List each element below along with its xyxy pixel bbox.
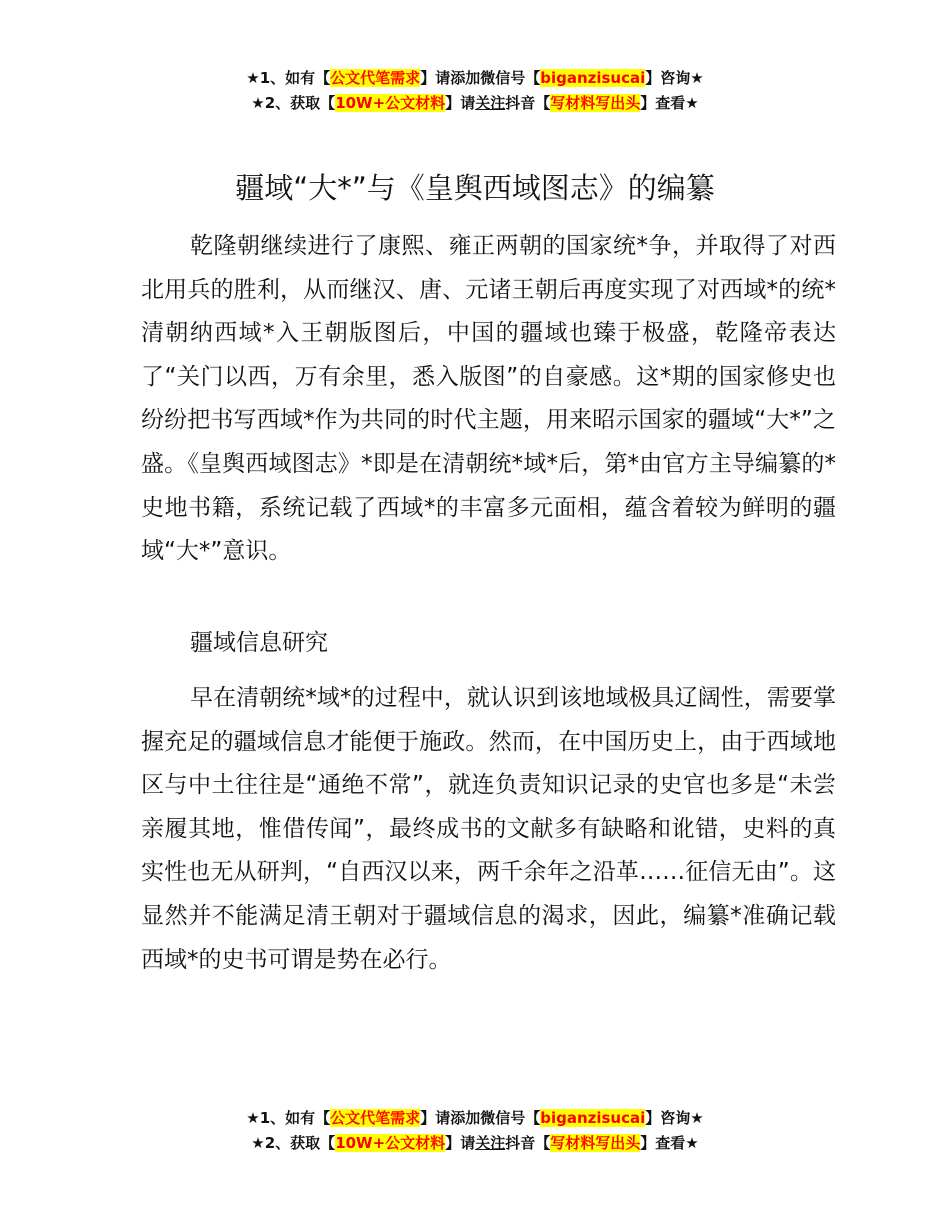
banner-line-1: ★1、如有【公文代笔需求】请添加微信号【biganzisucai】咨询★ <box>246 1109 704 1127</box>
paragraph-1: 乾隆朝继续进行了康熙、雍正两朝的国家统*争，并取得了对西北用兵的胜利，从而继汉、唐、元诸王朝后再度实现了对西域*的统*清朝纳西域*入王朝版图后，中国的疆域也臻于极盛，乾隆帝表达了“关门以西，万有余里，悉入版图”的自豪感。这*期的国家修史也纷纷把书写西域*作为共同的时代主题，用来昭示国家的疆域“大*”之盛。《皇舆西域图志》*即是在清朝统*域*后，第*由官方主导编纂的*史地书籍，系统记载了西域*的丰富多元面相，蕴含着较为鲜明的疆域“大*”意识。 <box>141 233 836 565</box>
banner-line-1: ★1、如有【公文代笔需求】请添加微信号【biganzisucai】咨询★ <box>246 69 704 87</box>
section-subheading: 疆域信息研究 <box>190 630 328 656</box>
highlight-materials: 10W+公文材料 <box>335 94 446 112</box>
footer-banner <box>0 1106 950 1156</box>
document-title: 疆域“大*”与《皇舆西域图志》的编纂 <box>235 171 715 205</box>
banner-line-2: ★2、获取【10W+公文材料】请关注抖音【写材料写出头】查看★ <box>251 1134 699 1152</box>
banner-line-2: ★2、获取【10W+公文材料】请关注抖音【写材料写出头】查看★ <box>251 94 699 112</box>
highlight-wechat-id: biganzisucai <box>540 1109 646 1127</box>
highlight-service: 公文代笔需求 <box>330 1109 421 1127</box>
paragraph-2: 早在清朝统*域*的过程中，就认识到该地域极具辽阔性，需要掌握充足的疆域信息才能便于施政。然而，在中国历史上，由于西域地区与中土往往是“通绝不常”，就连负责知识记录的史官也多是“未尝亲履其地，惟借传闻”，最终成书的文献多有缺略和讹错，史料的真实性也无从研判，“自西汉以来，两千余年之沿革……征信无由”。这显然并不能满足清王朝对于疆域信息的渴求，因此，编纂*准确记载西域*的史书可谓是势在必行。 <box>141 685 836 973</box>
header-banner <box>0 66 950 116</box>
highlight-materials: 10W+公文材料 <box>335 1134 446 1152</box>
highlight-wechat-id: biganzisucai <box>540 69 646 87</box>
underline-follow: 关注 <box>475 94 506 112</box>
underline-follow: 关注 <box>475 1134 506 1152</box>
highlight-service: 公文代笔需求 <box>330 69 421 87</box>
highlight-douyin: 写材料写出头 <box>550 94 641 112</box>
highlight-douyin: 写材料写出头 <box>550 1134 641 1152</box>
